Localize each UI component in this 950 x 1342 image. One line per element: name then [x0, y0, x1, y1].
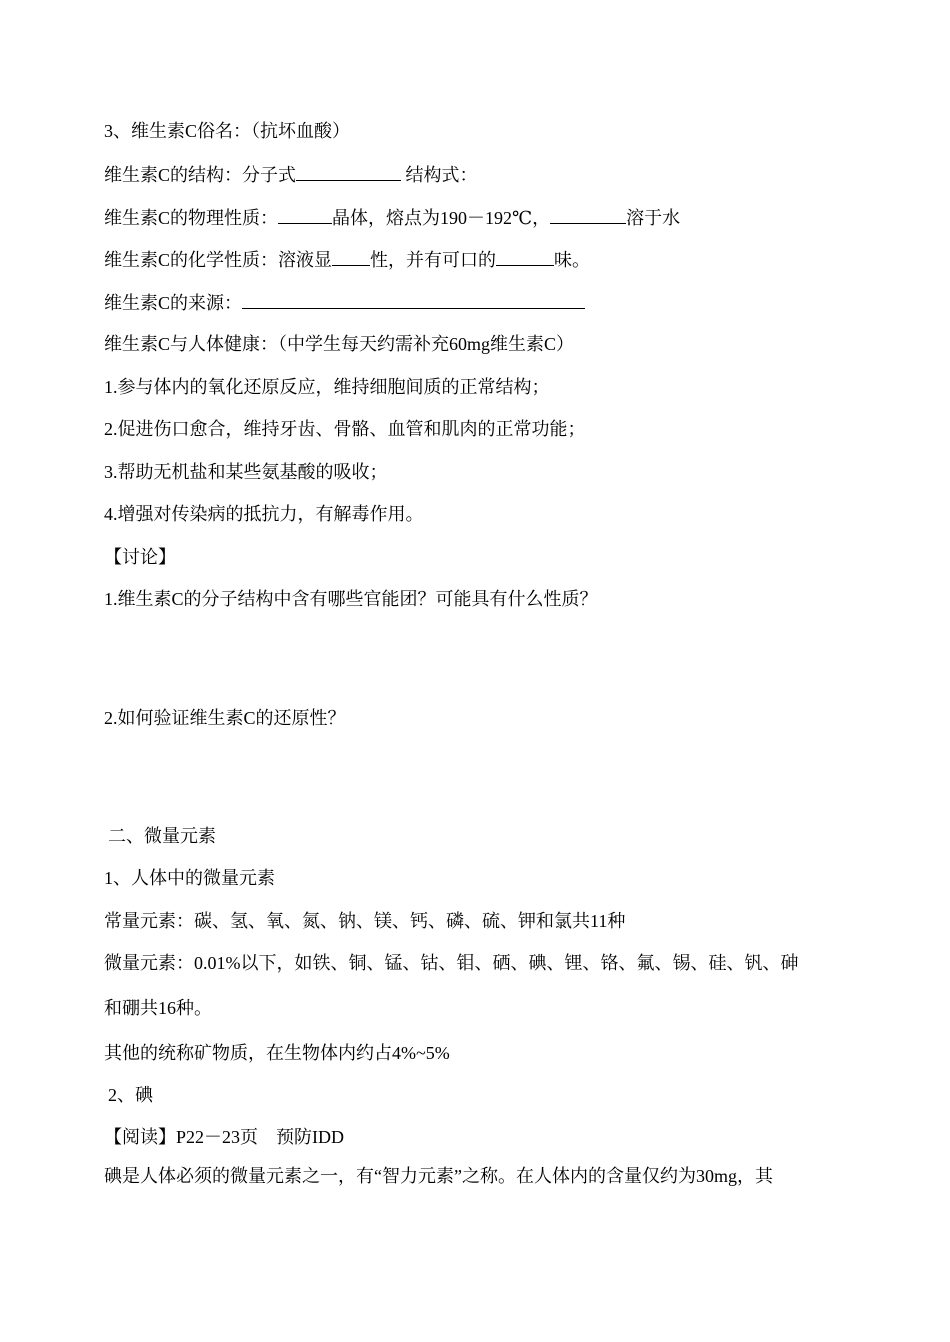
structural-formula-label: 结构式： — [401, 165, 478, 185]
source-blank[interactable] — [242, 290, 585, 309]
physical-label: 维生素C的物理性质： — [104, 208, 279, 228]
crystal-blank[interactable] — [278, 205, 332, 224]
health-item: 3.帮助无机盐和某些氨基酸的吸收； — [104, 462, 388, 482]
discussion-heading: 【讨论】 — [104, 547, 176, 567]
chemical-taste: 性，并有可口的 — [370, 250, 497, 270]
solubility-blank[interactable] — [550, 205, 626, 224]
discussion-question-2: 2.如何验证维生素C的还原性？ — [104, 708, 346, 728]
section-heading-trace-elements: 二、微量元素 — [108, 826, 216, 846]
health-item: 2.促进伤口愈合，维持牙齿、骨骼、血管和肌肉的正常功能； — [104, 419, 586, 439]
micro-elements-line-1: 微量元素：0.01%以下，如铁、铜、锰、钴、钼、硒、碘、锂、铬、氟、锡、硅、钒、砷 — [104, 953, 799, 973]
vitamin-c-physical-line — [104, 205, 680, 230]
chemical-end: 味。 — [554, 250, 591, 270]
vitamin-c-health: 维生素C与人体健康：（中学生每天约需补充60mg维生素C） — [104, 334, 575, 354]
physical-solubility: 溶于水 — [626, 208, 681, 228]
macro-elements: 常量元素：碳、氢、氧、氮、钠、镁、钙、磷、硫、钾和氯共11种 — [104, 911, 626, 931]
structure-label: 维生素C的结构：分子式 — [104, 165, 297, 185]
reading-reference: 【阅读】P22－23页 预防IDD — [104, 1127, 345, 1147]
vitamin-c-chemical-line — [104, 247, 590, 272]
formula-blank[interactable] — [296, 162, 401, 181]
health-item: 4.增强对传染病的抵抗力，有解毒作用。 — [104, 504, 424, 524]
iodine-paragraph: 碘是人体必须的微量元素之一，有“智力元素”之称。在人体内的含量仅约为30mg，其 — [104, 1166, 773, 1186]
discussion-question-1: 1.维生素C的分子结构中含有哪些官能团？可能具有什么性质？ — [104, 589, 598, 609]
source-label: 维生素C的来源： — [104, 293, 243, 313]
vitamin-c-alias: 3、维生素C俗名：（抗坏血酸） — [104, 121, 351, 141]
chemical-label: 维生素C的化学性质：溶液显 — [104, 250, 333, 270]
micro-elements-line-2: 和硼共16种。 — [104, 998, 212, 1018]
minerals-note: 其他的统称矿物质，在生物体内约占4%~5% — [104, 1043, 450, 1063]
subsection-heading-iodine: 2、碘 — [108, 1085, 153, 1105]
vitamin-c-source-line — [104, 290, 585, 315]
acidity-blank[interactable] — [332, 247, 370, 266]
health-item: 1.参与体内的氧化还原反应，维持细胞间质的正常结构； — [104, 377, 550, 397]
taste-blank[interactable] — [496, 247, 554, 266]
subsection-heading: 1、人体中的微量元素 — [104, 868, 275, 888]
vitamin-c-structure-line — [104, 162, 478, 187]
physical-melting: 晶体，熔点为190－192℃， — [332, 208, 551, 228]
